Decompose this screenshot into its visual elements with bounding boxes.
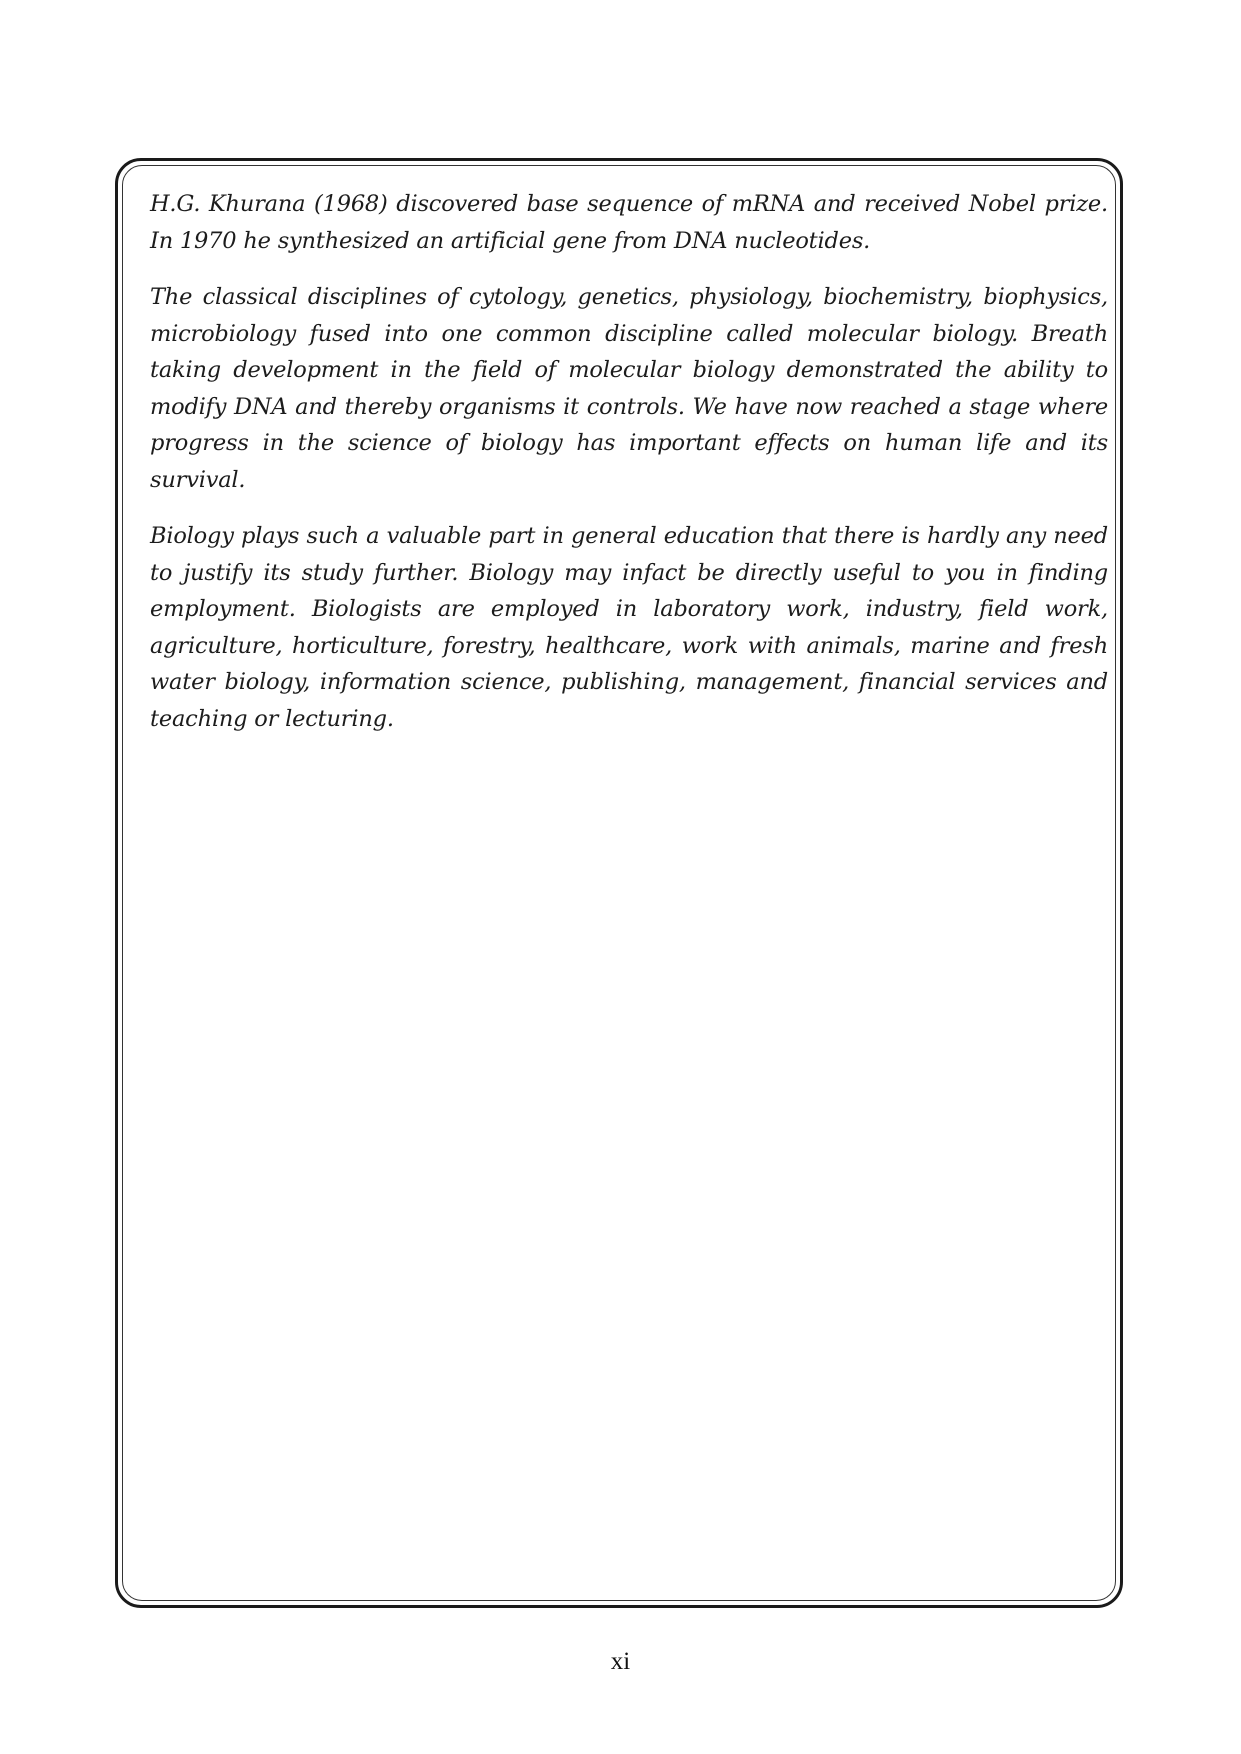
paragraph-molecular-biology: The classical disciplines of cytology, genetics, physiology, biochemistry, biophysics, microbiology fused into one common discipline called molecular biology. Breath taking development in the field of molecular biology demonstrated the ability to modify DNA and thereby organisms it controls. We have now reached a stage where progress in the science of biology has important effects on human life and its survival. [150,284,1108,493]
page-number: xi [610,1648,631,1675]
text-box-content [150,186,1108,757]
paragraph-khurana: H.G. Khurana (1968) discovered base sequence of mRNA and received Nobel prize. In 1970 he synthesized an artificial gene from DNA nucleotides. [150,191,1108,254]
paragraph-biology-careers: Biology plays such a valuable part in general education that there is hardly any need to justify its study further. Biology may infact be directly useful to you in finding employment. Biologists are employed in laboratory work, industry, field work, agriculture, horticulture, forestry, healthcare, work with animals, marine and fresh water biology, information science, publishing, management, financial services and teaching or lecturing. [150,523,1108,732]
